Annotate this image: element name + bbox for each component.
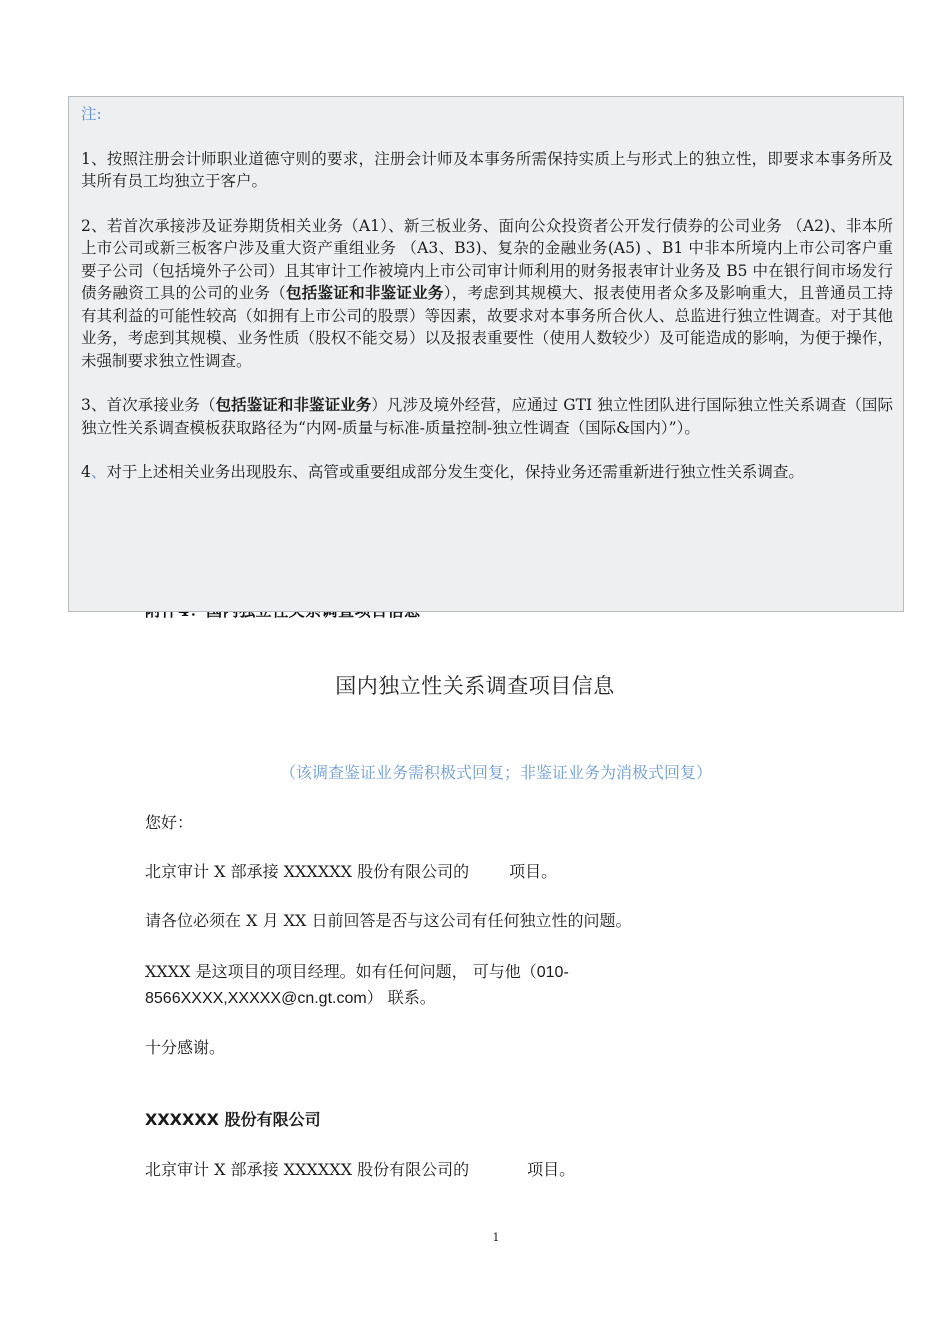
note-item-4-text: 对于上述相关业务出现股东、高管或重要组成部分发生变化，保持业务还需重新进行独立性关系调查。	[106, 463, 804, 481]
undertake2-prefix: 北京审计 X 部承接 XXXXXX 股份有限公司的	[145, 1160, 470, 1179]
note-item-3-bold: 包括鉴证和非鉴证业务	[215, 396, 372, 414]
note-title: 注:	[81, 105, 102, 123]
greeting: 您好：	[145, 813, 194, 832]
note-item-4	[81, 461, 893, 484]
thanks-line: 十分感谢。	[145, 1038, 226, 1057]
contact-line	[145, 959, 665, 1011]
undertake-prefix: 北京审计 X 部承接 XXXXXX 股份有限公司的	[145, 862, 470, 881]
contact-text-a: XXXX 是这项目的项目经理。如有任何问题， 可与他（	[145, 962, 537, 981]
document-title: 国内独立性关系调查项目信息	[335, 674, 615, 698]
deadline-line: 请各位必须在 X 月 XX 日前回答是否与这公司有任何独立性的问题。	[145, 911, 632, 930]
note-item-1	[81, 148, 893, 193]
document-subtitle: （该调查鉴证业务需积极式回复；非鉴证业务为消极式回复）	[279, 763, 712, 782]
company-heading: XXXXXX 股份有限公司	[145, 1110, 321, 1129]
note-item-2-text-a: 2、若首次承接涉及证券期货相关业务（A1）、新三板业务、面向公众投资者公开发行债券的公司业务 （A2)、非本所上市公司或新三板客户涉及重大资产重组业务 （A3、B3)、复杂的金融业务(A5) 、B1 中非本所境内上市公司客户重要子公司（包括境外子公司）且其审计工作被境内上市公司审计师利用的财务报表审计业务及 B5 中在银行间市场发行债务融资工具的公司的业务（	[81, 216, 893, 302]
page-number: 1	[492, 1231, 500, 1244]
undertake2-suffix: 项目。	[527, 1160, 576, 1179]
note-item-2	[81, 215, 893, 373]
contact-text-b: ） 联系。	[366, 988, 436, 1007]
note-item-2-bold: 包括鉴证和非鉴证业务	[286, 284, 444, 302]
note-box	[68, 96, 904, 612]
note-item-4-separator: 、	[90, 463, 107, 481]
note-item-3-text-a: 3、首次承接业务（	[81, 396, 216, 414]
undertake-suffix: 项目。	[509, 862, 558, 881]
note-item-4-number: 4	[81, 463, 91, 481]
note-item-2-text-b: ），考虑到其规模大、报表使用者众多及影响重大，且普通员工持有其利益的可能性较高（如拥有上市公司的股票）等因素，故要求对本事务所合伙人、总监进行独立性调查。对于其他业务，考虑到其规模、业务性质（股权不能交易）以及报表重要性（使用人数较少）及可能造成的影响，为便于操作，未强制要求独立性调查。	[81, 284, 893, 370]
undertake-line-2	[145, 1157, 575, 1182]
undertake-line	[145, 859, 557, 884]
note-item-3-text-b: ）凡涉及境外经营，应通过 GTI 独立性团队进行国际独立性关系调查（国际独立性关系调查模板获取路径为“内网-质量与标准-质量控制-独立性调查（国际&国内）”）。	[81, 396, 893, 437]
note-item-3	[81, 394, 893, 439]
contact-phone-email: 010-8566XXXX,XXXXX@cn.gt.com	[145, 964, 569, 1007]
note-item-1-text: 1、按照注册会计师职业道德守则的要求，注册会计师及本事务所需保持实质上与形式上的独立性，即要求本事务所及其所有员工均独立于客户。	[81, 149, 893, 190]
